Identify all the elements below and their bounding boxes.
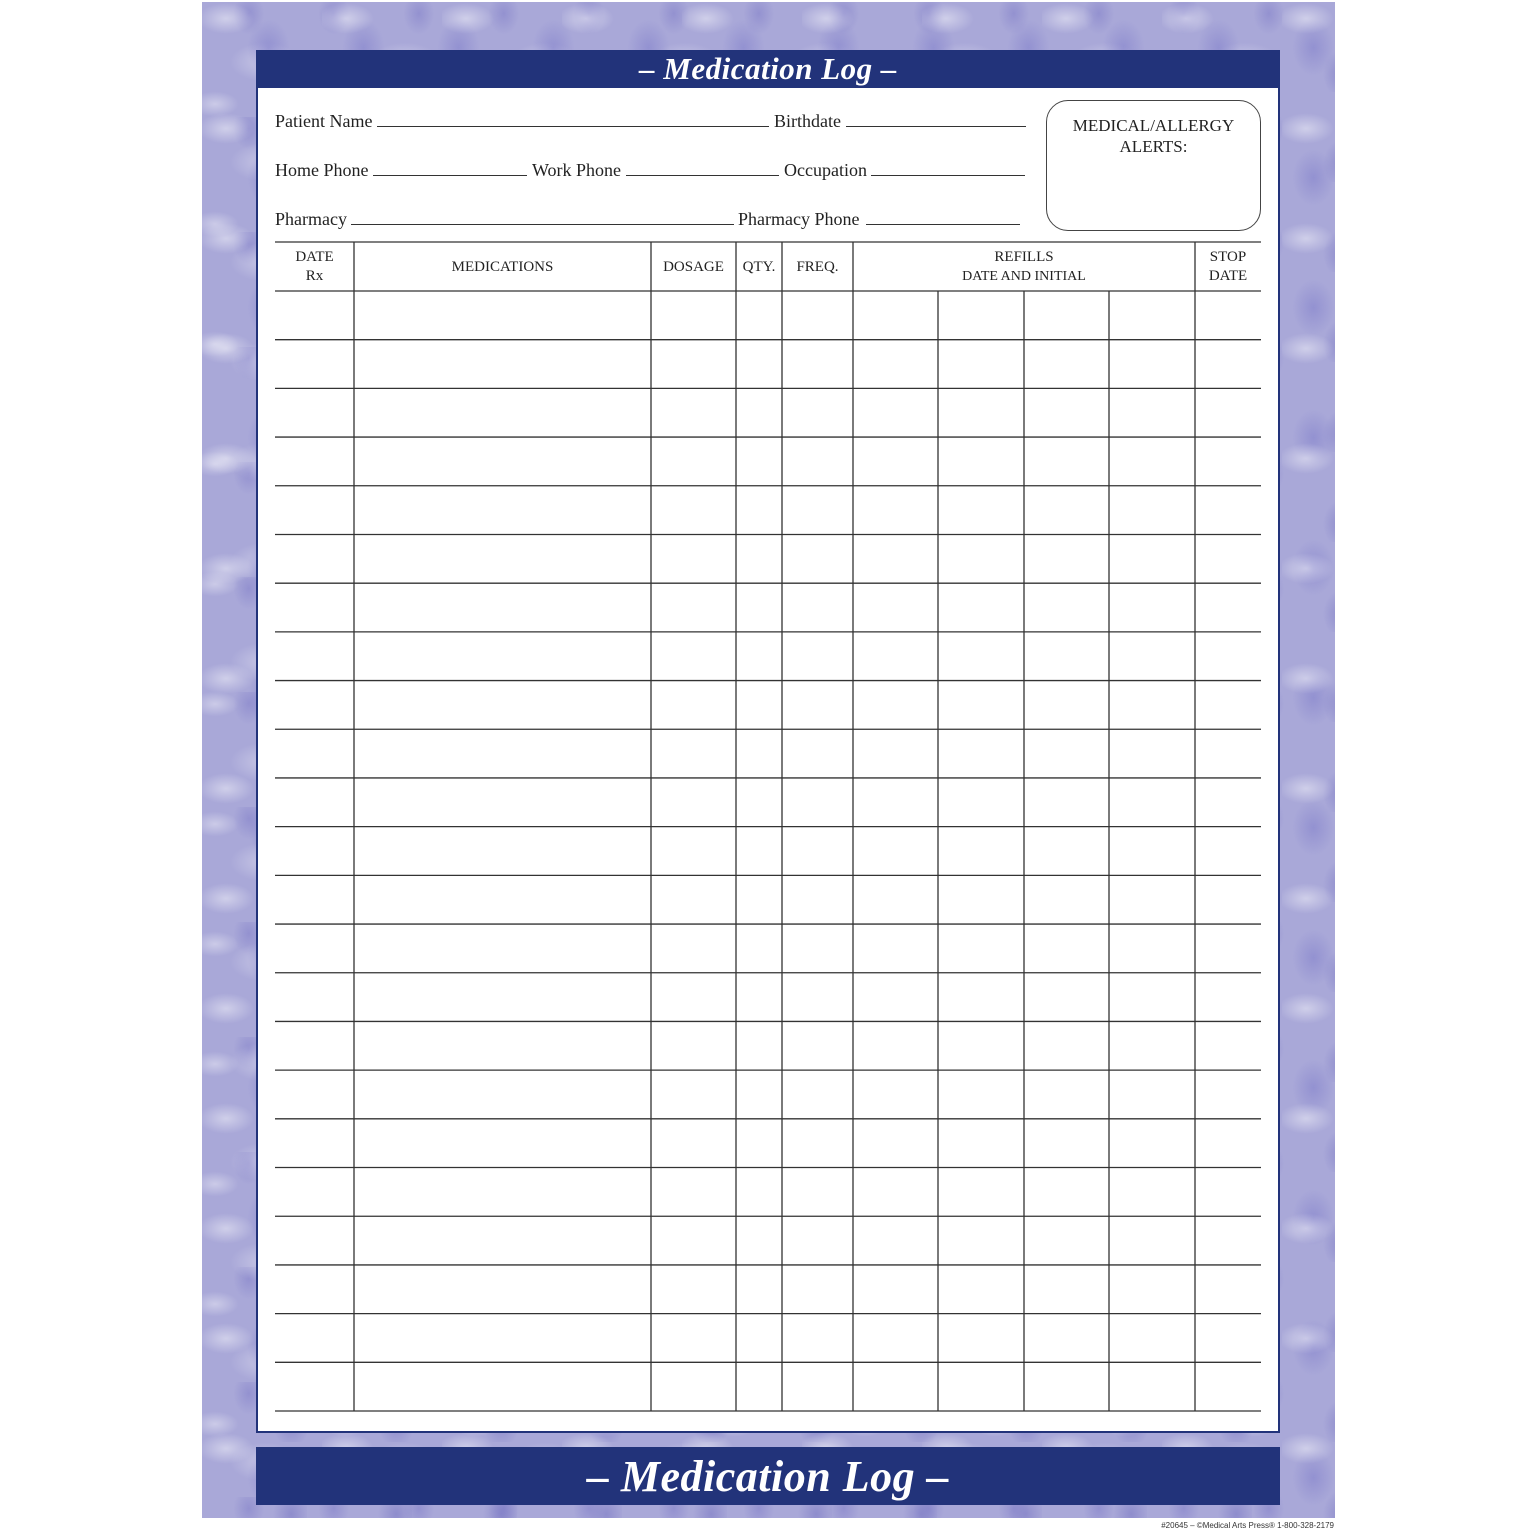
birthdate-label: Birthdate [774,111,841,131]
home-phone-label: Home Phone [275,160,369,180]
occupation-label: Occupation [784,160,867,180]
pharmacy-label: Pharmacy [275,209,347,229]
col-header-date-rx-line1: DATE [295,249,334,265]
col-header-refills [853,244,1195,290]
work-phone-label: Work Phone [532,160,622,180]
form-title: – Medication Log – [639,51,897,86]
col-header-date-rx [275,244,354,290]
footer-title: – Medication Log – [586,1451,950,1501]
col-header-refills-line1: REFILLS [994,249,1054,265]
col-header-stop-date [1195,244,1261,290]
col-header-medications [354,244,651,290]
col-header-qty-text: QTY. [742,258,776,275]
col-header-qty [736,244,782,290]
col-header-freq-text: FREQ. [796,258,839,275]
col-header-freq [782,244,853,290]
col-header-date-rx-line2: Rx [305,268,324,284]
col-header-dosage [651,244,736,290]
pharmacy-phone-label: Pharmacy Phone [738,209,860,229]
alerts-label-line2: ALERTS: [1119,137,1188,156]
footer-banner [256,1447,1280,1505]
publisher-note: #20645 – ©Medical Arts Press® 1-800-328-2179 [1161,1521,1334,1530]
col-header-stop-line1: STOP [1209,249,1247,265]
patient-name-label: Patient Name [275,111,373,131]
col-header-medications-text: MEDICATIONS [451,258,554,275]
col-header-refills-line2: DATE AND INITIAL [962,269,1086,284]
col-header-stop-line2: DATE [1208,268,1248,284]
alerts-label-line1: MEDICAL/ALLERGY [1072,116,1235,135]
col-header-dosage-text: DOSAGE [663,258,724,275]
